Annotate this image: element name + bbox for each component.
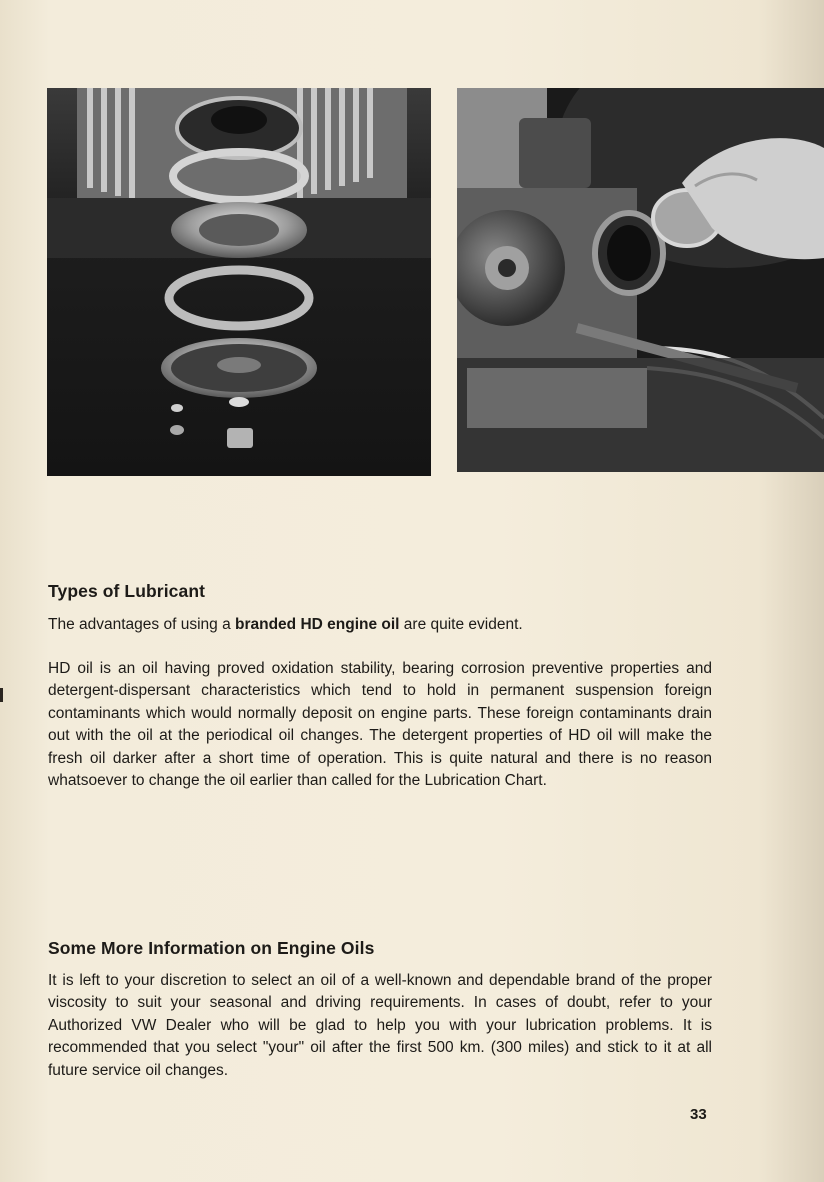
oil-filler-cap-illustration [457, 88, 824, 472]
oil-strainer-parts-photo [47, 88, 431, 476]
section-heading-types-of-lubricant: Types of Lubricant [48, 581, 206, 601]
intro-text-bold: branded HD engine oil [235, 616, 400, 633]
oil-strainer-parts-illustration [47, 88, 431, 476]
intro-paragraph [48, 614, 712, 636]
intro-text-start: The advantages of using a [48, 616, 235, 633]
hd-oil-paragraph: HD oil is an oil having proved oxidation stability, bearing corrosion preventive properties and detergent-dispersant characteristics which tend to hold in permanent suspension foreign contaminants which would normally deposit on engine parts. These foreign contaminants drain out with the oil at the periodical oil changes. The detergent properties of HD oil will make the fresh oil darker after a short time of operation. This is quite natural and there is no reason whatsoever to change the oil earlier than called for the Lubrication Chart. [48, 660, 712, 790]
oil-filler-cap-photo [457, 88, 824, 472]
page-edge-mark [0, 688, 3, 702]
page-number: 33 [690, 1106, 707, 1123]
intro-text-end: are quite evident. [399, 616, 523, 633]
section-heading-engine-oils: Some More Information on Engine Oils [48, 938, 375, 958]
engine-oils-paragraph: It is left to your discretion to select an oil of a well-known and dependable brand of the proper viscosity to suit your seasonal and driving requirements. In cases of doubt, refer to your Authorized VW Dealer who will be glad to help you with your lubrication problems. It is recommended that you select "your" oil after the first 500 km. (300 miles) and stick to it at all future service oil changes. [48, 972, 712, 1079]
